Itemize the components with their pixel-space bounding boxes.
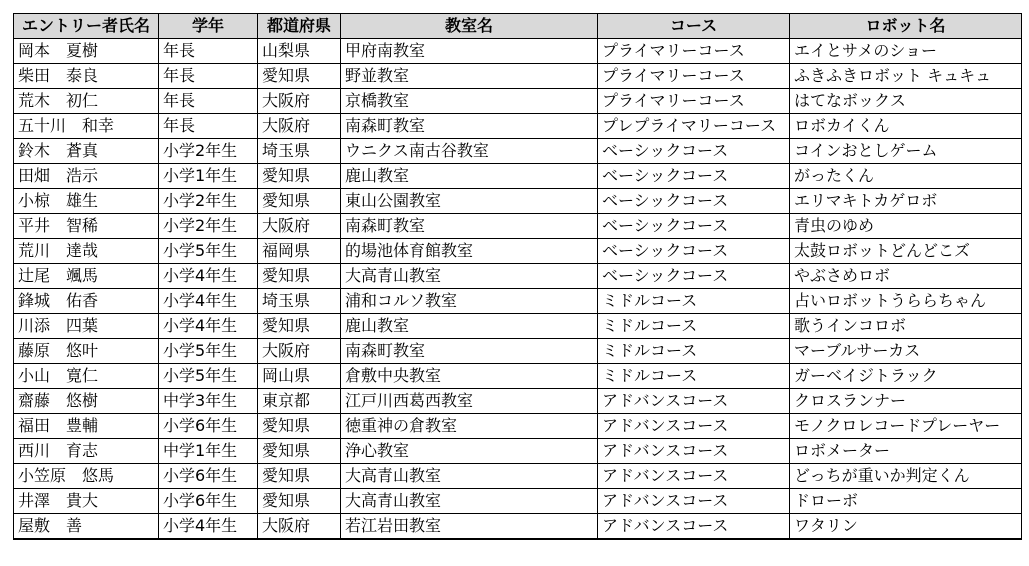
- cell-robot-name: エリマキトカゲロボ: [790, 189, 1022, 214]
- cell-classroom: 大高青山教室: [341, 489, 598, 514]
- cell-robot-name: ロボカイくん: [790, 114, 1022, 139]
- header-course: コース: [598, 14, 790, 39]
- header-classroom: 教室名: [341, 14, 598, 39]
- cell-course: ミドルコース: [598, 364, 790, 389]
- table-row: [14, 464, 1022, 489]
- cell-grade: 中学1年生: [159, 439, 258, 464]
- table-body: [14, 39, 1022, 540]
- cell-grade: 小学4年生: [159, 514, 258, 540]
- cell-robot-name: ふきふきロボット キュキュ: [790, 64, 1022, 89]
- cell-grade: 小学5年生: [159, 364, 258, 389]
- cell-classroom: 南森町教室: [341, 339, 598, 364]
- cell-classroom: 的場池体育館教室: [341, 239, 598, 264]
- cell-entrant-name: 鋒城 佑香: [14, 289, 159, 314]
- table-row: [14, 414, 1022, 439]
- cell-grade: 小学6年生: [159, 464, 258, 489]
- cell-entrant-name: 小笠原 悠馬: [14, 464, 159, 489]
- cell-entrant-name: 川添 四葉: [14, 314, 159, 339]
- cell-grade: 小学2年生: [159, 214, 258, 239]
- cell-grade: 小学4年生: [159, 264, 258, 289]
- header-row: [14, 14, 1022, 39]
- table-row: [14, 39, 1022, 64]
- cell-course: アドバンスコース: [598, 389, 790, 414]
- cell-prefecture: 福岡県: [258, 239, 341, 264]
- table-row: [14, 289, 1022, 314]
- cell-classroom: 浦和コルソ教室: [341, 289, 598, 314]
- table-row: [14, 314, 1022, 339]
- cell-entrant-name: 藤原 悠叶: [14, 339, 159, 364]
- header-grade: 学年: [159, 14, 258, 39]
- cell-grade: 年長: [159, 114, 258, 139]
- header-robot-name: ロボット名: [790, 14, 1022, 39]
- table-row: [14, 489, 1022, 514]
- cell-grade: 小学6年生: [159, 489, 258, 514]
- cell-robot-name: ガーベイジトラック: [790, 364, 1022, 389]
- cell-robot-name: モノクロレコードプレーヤー: [790, 414, 1022, 439]
- cell-course: アドバンスコース: [598, 489, 790, 514]
- cell-classroom: 鹿山教室: [341, 314, 598, 339]
- cell-course: プライマリーコース: [598, 89, 790, 114]
- cell-robot-name: 歌うインコロボ: [790, 314, 1022, 339]
- cell-prefecture: 大阪府: [258, 514, 341, 540]
- cell-grade: 小学4年生: [159, 289, 258, 314]
- cell-entrant-name: 鈴木 蒼真: [14, 139, 159, 164]
- cell-robot-name: エイとサメのショー: [790, 39, 1022, 64]
- cell-entrant-name: 荒木 初仁: [14, 89, 159, 114]
- table-row: [14, 264, 1022, 289]
- table-row: [14, 214, 1022, 239]
- cell-robot-name: がったくん: [790, 164, 1022, 189]
- cell-robot-name: クロスランナー: [790, 389, 1022, 414]
- cell-entrant-name: 西川 育志: [14, 439, 159, 464]
- cell-prefecture: 愛知県: [258, 439, 341, 464]
- cell-robot-name: コインおとしゲーム: [790, 139, 1022, 164]
- cell-robot-name: はてなボックス: [790, 89, 1022, 114]
- cell-entrant-name: 辻尾 颯馬: [14, 264, 159, 289]
- cell-course: ベーシックコース: [598, 214, 790, 239]
- cell-prefecture: 愛知県: [258, 414, 341, 439]
- cell-entrant-name: 小椋 雄生: [14, 189, 159, 214]
- cell-grade: 年長: [159, 39, 258, 64]
- cell-robot-name: マーブルサーカス: [790, 339, 1022, 364]
- cell-grade: 小学4年生: [159, 314, 258, 339]
- cell-prefecture: 大阪府: [258, 339, 341, 364]
- cell-entrant-name: 岡本 夏樹: [14, 39, 159, 64]
- cell-prefecture: 愛知県: [258, 64, 341, 89]
- cell-course: プライマリーコース: [598, 39, 790, 64]
- cell-entrant-name: 田畑 浩示: [14, 164, 159, 189]
- cell-grade: 年長: [159, 89, 258, 114]
- cell-course: ミドルコース: [598, 289, 790, 314]
- cell-prefecture: 大阪府: [258, 89, 341, 114]
- cell-robot-name: 占いロボットうららちゃん: [790, 289, 1022, 314]
- cell-classroom: 徳重神の倉教室: [341, 414, 598, 439]
- cell-classroom: 大高青山教室: [341, 464, 598, 489]
- cell-entrant-name: 五十川 和幸: [14, 114, 159, 139]
- cell-robot-name: ワタリン: [790, 514, 1022, 540]
- table-row: [14, 114, 1022, 139]
- cell-classroom: 浄心教室: [341, 439, 598, 464]
- cell-grade: 小学2年生: [159, 189, 258, 214]
- header-entrant-name: エントリー者氏名: [14, 14, 159, 39]
- cell-prefecture: 愛知県: [258, 464, 341, 489]
- cell-prefecture: 愛知県: [258, 489, 341, 514]
- cell-robot-name: どっちが重いか判定くん: [790, 464, 1022, 489]
- cell-classroom: ウニクス南古谷教室: [341, 139, 598, 164]
- cell-entrant-name: 平井 智稀: [14, 214, 159, 239]
- cell-prefecture: 愛知県: [258, 264, 341, 289]
- cell-course: ミドルコース: [598, 314, 790, 339]
- cell-classroom: 野並教室: [341, 64, 598, 89]
- header-prefecture: 都道府県: [258, 14, 341, 39]
- cell-classroom: 東山公園教室: [341, 189, 598, 214]
- cell-classroom: 大高青山教室: [341, 264, 598, 289]
- cell-course: ベーシックコース: [598, 264, 790, 289]
- cell-course: プレプライマリーコース: [598, 114, 790, 139]
- cell-course: アドバンスコース: [598, 514, 790, 540]
- table-row: [14, 89, 1022, 114]
- cell-grade: 小学2年生: [159, 139, 258, 164]
- cell-prefecture: 埼玉県: [258, 289, 341, 314]
- cell-prefecture: 愛知県: [258, 314, 341, 339]
- cell-classroom: 江戸川西葛西教室: [341, 389, 598, 414]
- cell-grade: 小学1年生: [159, 164, 258, 189]
- cell-course: ベーシックコース: [598, 189, 790, 214]
- cell-classroom: 甲府南教室: [341, 39, 598, 64]
- cell-course: アドバンスコース: [598, 414, 790, 439]
- cell-prefecture: 埼玉県: [258, 139, 341, 164]
- cell-prefecture: 愛知県: [258, 164, 341, 189]
- cell-prefecture: 東京都: [258, 389, 341, 414]
- cell-entrant-name: 柴田 泰良: [14, 64, 159, 89]
- table-row: [14, 514, 1022, 540]
- cell-prefecture: 山梨県: [258, 39, 341, 64]
- cell-grade: 中学3年生: [159, 389, 258, 414]
- table-row: [14, 364, 1022, 389]
- cell-entrant-name: 小山 寛仁: [14, 364, 159, 389]
- cell-entrant-name: 齋藤 悠樹: [14, 389, 159, 414]
- cell-classroom: 南森町教室: [341, 114, 598, 139]
- cell-entrant-name: 屋敷 善: [14, 514, 159, 540]
- cell-prefecture: 岡山県: [258, 364, 341, 389]
- cell-robot-name: やぶさめロボ: [790, 264, 1022, 289]
- cell-robot-name: 太鼓ロボットどんどこズ: [790, 239, 1022, 264]
- table-row: [14, 139, 1022, 164]
- cell-course: ベーシックコース: [598, 239, 790, 264]
- cell-grade: 年長: [159, 64, 258, 89]
- table-row: [14, 339, 1022, 364]
- cell-classroom: 京橋教室: [341, 89, 598, 114]
- cell-prefecture: 愛知県: [258, 189, 341, 214]
- table-row: [14, 189, 1022, 214]
- cell-robot-name: 青虫のゆめ: [790, 214, 1022, 239]
- cell-entrant-name: 井澤 貴大: [14, 489, 159, 514]
- table-row: [14, 389, 1022, 414]
- table-row: [14, 239, 1022, 264]
- cell-robot-name: ロボメーター: [790, 439, 1022, 464]
- cell-course: ベーシックコース: [598, 139, 790, 164]
- cell-course: ミドルコース: [598, 339, 790, 364]
- cell-classroom: 南森町教室: [341, 214, 598, 239]
- cell-course: アドバンスコース: [598, 464, 790, 489]
- cell-prefecture: 大阪府: [258, 214, 341, 239]
- cell-classroom: 倉敷中央教室: [341, 364, 598, 389]
- table-header: [14, 14, 1022, 39]
- cell-grade: 小学6年生: [159, 414, 258, 439]
- cell-grade: 小学5年生: [159, 339, 258, 364]
- cell-grade: 小学5年生: [159, 239, 258, 264]
- cell-classroom: 鹿山教室: [341, 164, 598, 189]
- cell-prefecture: 大阪府: [258, 114, 341, 139]
- table-row: [14, 64, 1022, 89]
- cell-course: ベーシックコース: [598, 164, 790, 189]
- table-row: [14, 439, 1022, 464]
- cell-robot-name: ドローボ: [790, 489, 1022, 514]
- cell-course: プライマリーコース: [598, 64, 790, 89]
- cell-entrant-name: 荒川 達哉: [14, 239, 159, 264]
- table-row: [14, 164, 1022, 189]
- cell-classroom: 若江岩田教室: [341, 514, 598, 540]
- entry-table: [13, 13, 1022, 540]
- cell-entrant-name: 福田 豊輔: [14, 414, 159, 439]
- cell-course: アドバンスコース: [598, 439, 790, 464]
